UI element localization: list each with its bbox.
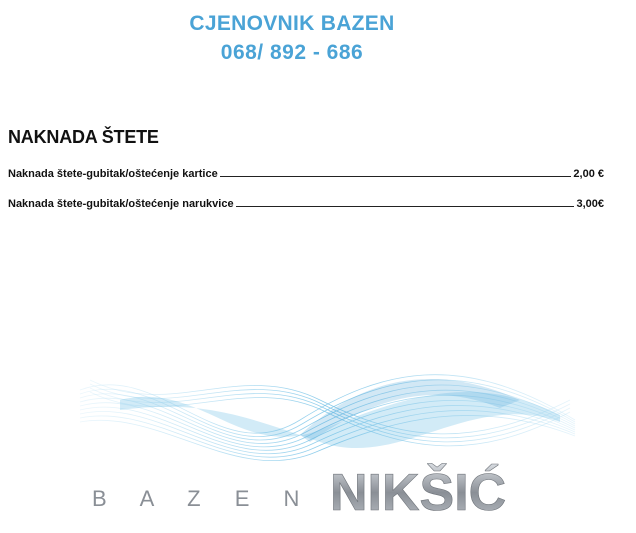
price-row-value: 2,00 € bbox=[573, 168, 604, 180]
bazen-niksic-logo bbox=[0, 360, 636, 533]
price-row-label: Naknada štete-gubitak/oštećenje narukvice bbox=[8, 198, 234, 210]
phone-number: 068/ 892 - 686 bbox=[220, 41, 364, 64]
price-row-label: Naknada štete-gubitak/oštećenje kartice bbox=[8, 168, 218, 180]
price-row-card bbox=[8, 166, 604, 180]
page-title: CJENOVNIK BAZEN bbox=[189, 12, 395, 35]
logo-word-niksic: NIKŠIĆ bbox=[330, 464, 507, 522]
logo-word-bazen: B A Z E N bbox=[92, 486, 314, 511]
page-header bbox=[0, 10, 584, 68]
leader-line bbox=[236, 196, 575, 207]
price-row-bracelet bbox=[8, 196, 604, 210]
section-title: NAKNADA ŠTETE bbox=[8, 127, 159, 147]
price-row-value: 3,00€ bbox=[576, 198, 604, 210]
leader-line bbox=[220, 166, 572, 177]
